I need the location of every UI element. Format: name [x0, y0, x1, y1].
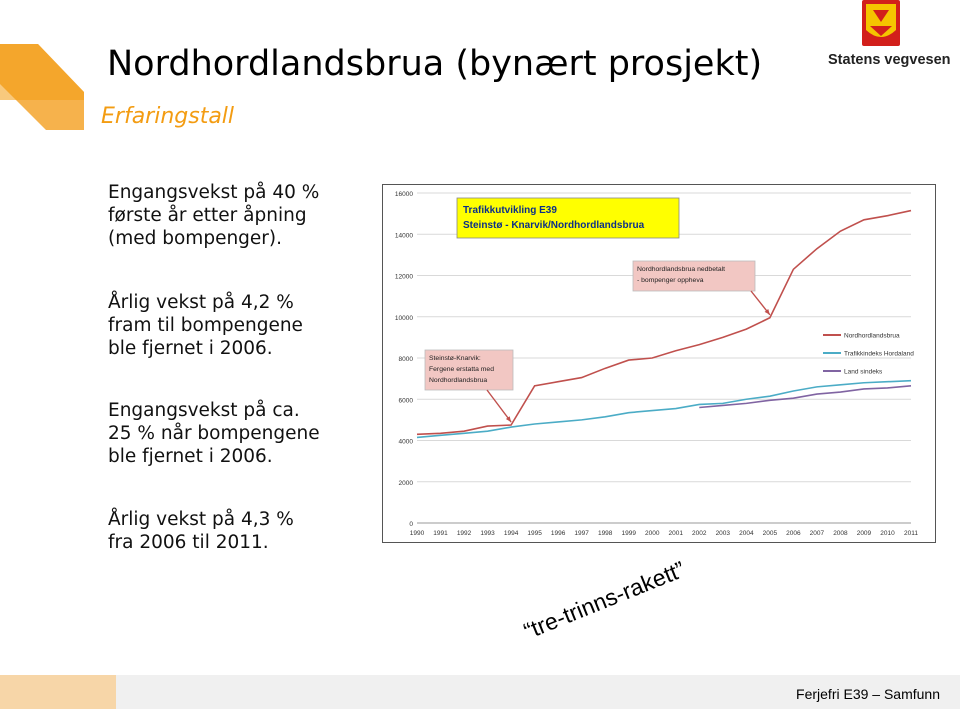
x-tick-label: 2004: [739, 530, 754, 537]
y-tick-label: 6000: [398, 397, 413, 405]
paragraph-line: 25 % når bompengene: [108, 423, 320, 444]
y-tick-label: 10000: [394, 314, 413, 322]
corner-decoration: [0, 0, 90, 130]
x-tick-label: 2002: [692, 530, 707, 537]
paragraph-line: Engangsvekst på ca.: [108, 400, 300, 421]
paragraph-line: første år etter åpning: [108, 205, 307, 226]
footer-text: Ferjefri E39 – Samfunn: [796, 686, 940, 702]
paragraph-line: Årlig vekst på 4,3 %: [108, 509, 294, 530]
series-line: [417, 211, 911, 435]
annotation-text: Steinstø-Knarvik:: [429, 355, 481, 362]
paragraph-line: fram til bompengene: [108, 315, 303, 336]
x-tick-label: 1996: [550, 530, 566, 537]
paragraph-line: (med bompenger).: [108, 228, 283, 249]
paragraph-3: [108, 399, 320, 468]
x-tick-label: 1999: [621, 530, 636, 537]
paragraph-4: [108, 508, 294, 554]
y-tick-label: 14000: [394, 232, 413, 240]
x-tick-label: 1991: [433, 530, 448, 537]
legend-label: Trafikkindeks Hordaland: [844, 350, 914, 358]
x-tick-label: 2010: [880, 530, 895, 537]
paragraph-line: fra 2006 til 2011.: [108, 532, 269, 553]
logo-text: Statens vegvesen: [828, 52, 951, 68]
x-tick-label: 1993: [480, 530, 495, 537]
x-tick-label: 2000: [645, 530, 660, 537]
annotation-arrow: [487, 390, 511, 422]
traffic-chart-svg: [383, 185, 935, 542]
paragraph-1: [108, 181, 319, 250]
paragraph-line: Årlig vekst på 4,2 %: [108, 292, 294, 313]
chart-title-line: Trafikkutvikling E39: [463, 205, 557, 216]
chart-title-box: [457, 198, 679, 238]
y-tick-label: 0: [409, 521, 413, 528]
chart-title-line: Steinstø - Knarvik/Nordhordlandsbrua: [463, 220, 645, 231]
y-tick-label: 12000: [394, 273, 413, 281]
x-tick-label: 2001: [668, 530, 683, 537]
rocket-label: “tre-trinns-rakett”: [520, 555, 689, 645]
x-tick-label: 1997: [574, 530, 589, 537]
x-tick-label: 1995: [527, 530, 542, 537]
x-tick-label: 1994: [503, 530, 519, 537]
y-tick-label: 2000: [398, 479, 413, 487]
x-tick-label: 2003: [715, 530, 731, 537]
annotation-text: - bompenger oppheva: [637, 277, 704, 284]
y-tick-label: 8000: [398, 356, 413, 363]
y-tick-label: 4000: [398, 438, 413, 446]
x-tick-label: 2008: [833, 530, 848, 537]
x-tick-label: 2007: [809, 530, 825, 537]
legend-label: Nordhordlandsbrua: [844, 332, 900, 340]
page-title: Nordhordlandsbrua (bynært prosjekt): [107, 44, 763, 84]
x-tick-label: 2009: [856, 530, 872, 537]
x-tick-label: 1998: [597, 530, 613, 537]
traffic-chart: [382, 184, 936, 543]
annotation-text: Nordhordlandsbrua nedbetalt: [637, 266, 726, 273]
legend-label: Land sindeks: [844, 368, 883, 376]
x-tick-label: 2006: [786, 530, 801, 537]
x-tick-label: 1990: [409, 530, 425, 537]
y-tick-label: 16000: [394, 191, 413, 198]
x-tick-label: 1992: [456, 530, 472, 537]
x-tick-label: 2011: [904, 530, 918, 537]
annotation-text: Nordhordlandsbrua: [429, 377, 488, 384]
paragraph-2: [108, 291, 303, 360]
paragraph-line: ble fjernet i 2006.: [108, 338, 273, 359]
annotation-text: Fergene erstatta med: [429, 366, 494, 373]
page-subtitle: Erfaringstall: [101, 104, 235, 129]
x-tick-label: 2005: [762, 530, 778, 537]
paragraph-line: ble fjernet i 2006.: [108, 446, 273, 467]
footer-accent: [0, 675, 116, 709]
paragraph-line: Engangsvekst på 40 %: [108, 182, 320, 203]
